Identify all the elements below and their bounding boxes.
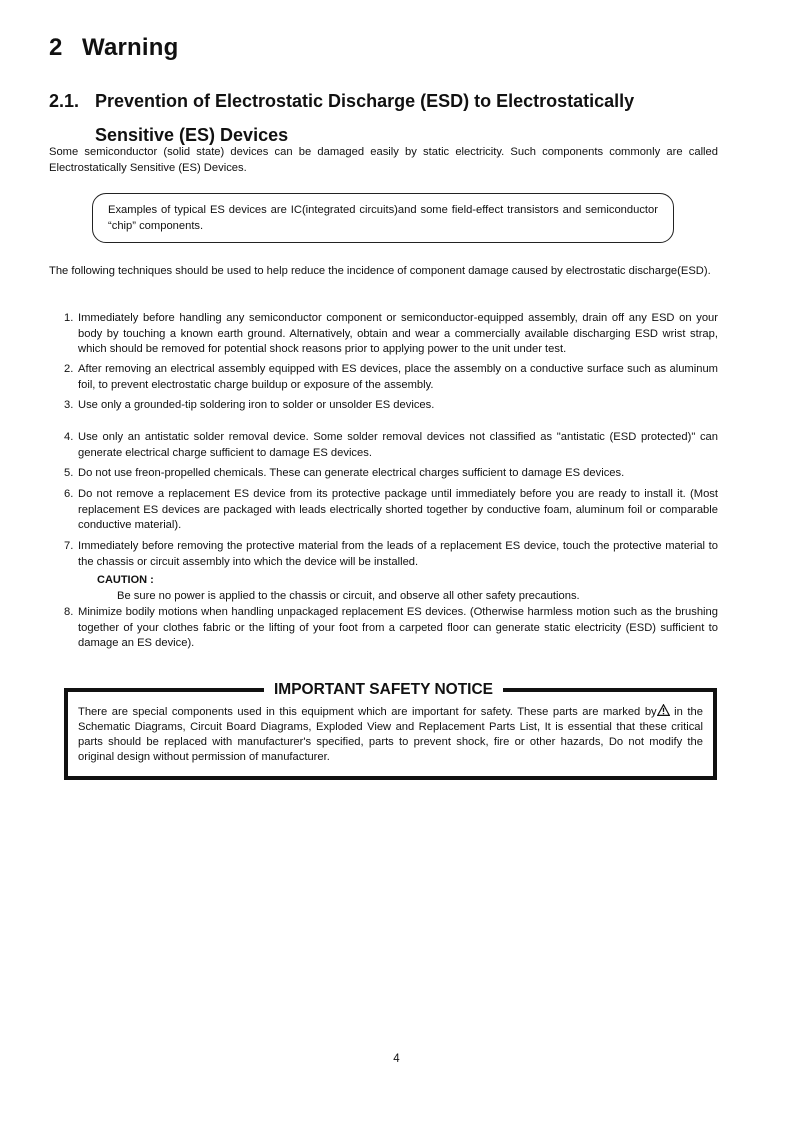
techniques-paragraph: The following techniques should be used to help reduce the incidence of component damage caused by electrostatic discharge(ESD). <box>49 265 711 277</box>
safety-notice-box <box>64 681 717 780</box>
list-item-text: Do not remove a replacement ES device from its protective package until immediately before you are ready to install it. (Most replacement ES devices are packaged with leads electrically shorted together by conductive foam, aluminum foil or comparable conductive material). <box>78 488 718 531</box>
list-item-number: 5. <box>64 467 74 479</box>
safety-notice-title: IMPORTANT SAFETY NOTICE <box>264 680 503 700</box>
list-item <box>64 539 718 570</box>
list-item <box>64 487 718 534</box>
safety-notice-text-part1: There are special components used in this equipment which are important for safety. These parts are marked by <box>78 706 657 718</box>
list-item-number: 1. <box>64 312 74 324</box>
intro-paragraph: Some semiconductor (solid state) devices can be damaged easily by static electricity. Such components commonly are called Electrostatically Sensitive (ES) Devices. <box>49 146 718 174</box>
list-item-number: 2. <box>64 363 74 375</box>
list-item <box>64 605 718 652</box>
list-item-text: Use only a grounded-tip soldering iron to solder or unsolder ES devices. <box>78 399 435 411</box>
list-item-text: Immediately before removing the protective material from the leads of a replacement ES device, touch the protective material to the chassis or circuit assembly into which the device will be installed. <box>78 540 718 568</box>
list-item-text: Minimize bodily motions when handling unpackaged replacement ES devices. (Otherwise harmless motion such as the brushing together of your clothes fabric or the lifting of your foot from a carpeted floor can generate static electricity (ESD) sufficient to damage an ES device). <box>78 606 718 649</box>
section-heading <box>49 84 634 152</box>
chapter-title: Warning <box>82 34 179 61</box>
section-title-line1: Prevention of Electrostatic Discharge (ESD) to Electrostatically <box>95 91 635 111</box>
list-item-number: 6. <box>64 488 74 500</box>
list-item <box>64 398 718 414</box>
list-item-number: 7. <box>64 540 74 552</box>
section-title-line2: Sensitive (ES) Devices <box>95 125 289 145</box>
caution-label: CAUTION : <box>97 574 154 586</box>
safety-notice-text-part2: in the Schematic Diagrams, Circuit Board Diagrams, Exploded View and Replacement Parts List, It is essential that these critical parts should be replaced with manufacturer's specified, parts to prevent shock, fire or other hazards, Do not modify the original design without permission of manufacturer. <box>78 706 703 763</box>
chapter-number: 2 <box>49 34 63 61</box>
list-item <box>64 362 718 393</box>
list-item-number: 8. <box>64 606 74 618</box>
example-box: Examples of typical ES devices are IC(integrated circuits)and some field-effect transistors and semiconductor “chip” components. <box>92 193 674 243</box>
list-item-number: 3. <box>64 399 74 411</box>
list-item-text: Use only an antistatic solder removal device. Some solder removal devices not classified as "antistatic (ESD protected)" can generate electrical charge sufficient to damage ES devices. <box>78 431 718 459</box>
list-item-text: Immediately before handling any semiconductor component or semiconductor-equipped assembly, drain off any ESD on your body by touching a known earth ground. Alternatively, obtain and wear a commercially available discharging ESD wrist strap, which should be removed for potential shock reasons prior to applying power to the unit under test. <box>78 312 718 355</box>
list-item <box>64 466 718 482</box>
chapter-heading <box>49 34 179 62</box>
section-number: 2.1. <box>49 91 80 111</box>
page-number: 4 <box>393 1053 400 1065</box>
warning-triangle-icon <box>657 704 670 716</box>
list-item <box>64 430 718 461</box>
caution-text: Be sure no power is applied to the chassis or circuit, and observe all other safety precautions. <box>117 590 580 602</box>
list-item-text: After removing an electrical assembly equipped with ES devices, place the assembly on a conductive surface such as aluminum foil, to prevent electrostatic charge buildup or exposure of the assembly. <box>78 363 718 391</box>
list-item-number: 4. <box>64 431 74 443</box>
list-item-text: Do not use freon-propelled chemicals. These can generate electrical charges sufficient to damage ES devices. <box>78 467 625 479</box>
list-item <box>64 311 718 358</box>
safety-notice-text <box>78 704 703 765</box>
